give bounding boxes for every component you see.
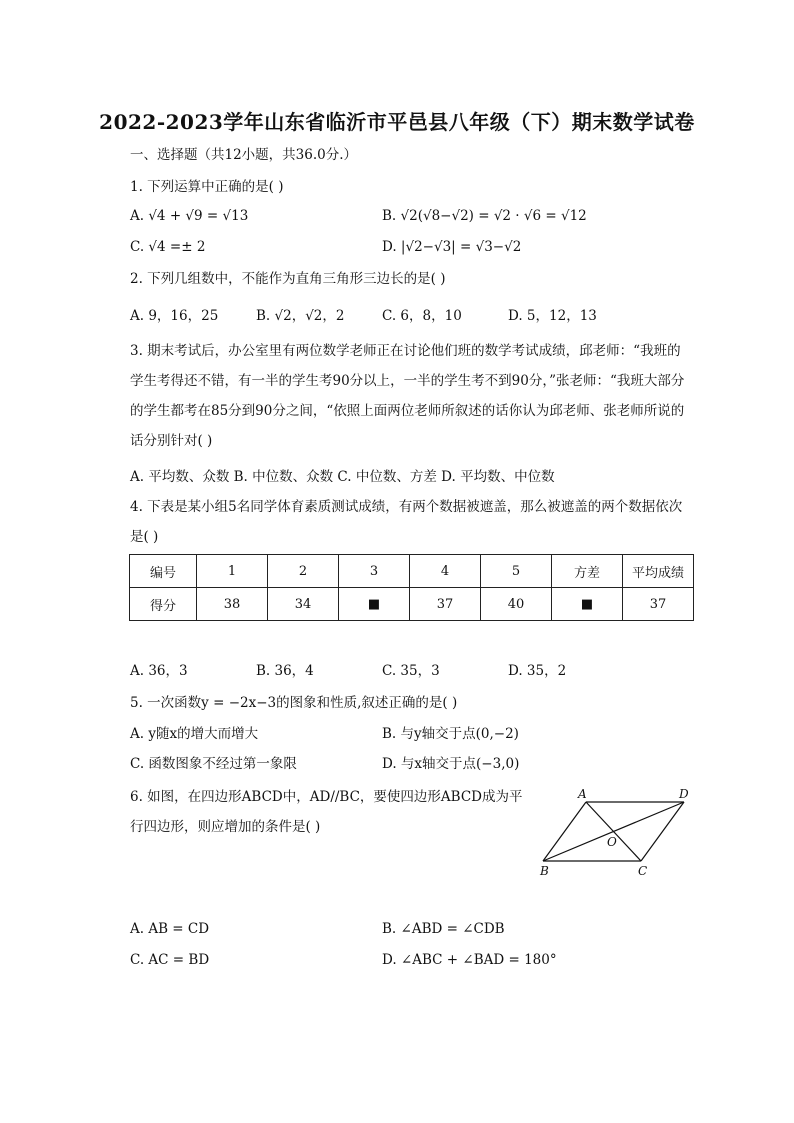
- q1-option-b: B. √2(√8−√2) = √2 · √6 = √12: [382, 208, 587, 224]
- q6-option-c: C. AC = BD: [130, 952, 210, 968]
- table-cell: ■: [339, 588, 410, 621]
- q4-option-b: B. 36，4: [256, 663, 314, 679]
- table-cell: 1: [197, 555, 268, 588]
- section-heading: 一、选择题（共12小题，共36.0分.）: [130, 147, 358, 163]
- q6-option-d: D. ∠ABC + ∠BAD = 180°: [382, 952, 557, 968]
- q2-stem: 2. 下列几组数中，不能作为直角三角形三边长的是( ): [130, 271, 446, 287]
- q6-option-a: A. AB = CD: [130, 921, 210, 937]
- q2-option-a: A. 9，16，25: [130, 308, 219, 324]
- table-cell: 34: [268, 588, 339, 621]
- figure-label-a: A: [578, 787, 587, 801]
- q5-option-c: C. 函数图象不经过第一象限: [130, 756, 297, 772]
- q3-stem: 3. 期末考试后，办公室里有两位数学老师正在讨论他们班的数学考试成绩，邱老师：“我班的学生考得还不错，有一半的学生考90分以上，一半的学生考不到90分，”张老师：“我班大部分的学生都考在85分到90分之间，“依照上面两位老师所叙述的话你认为邱老师、张老师所说的话分别针对( ): [130, 343, 685, 449]
- figure-label-c: C: [638, 864, 648, 878]
- exam-title: 2022-2023学年山东省临沂市平邑县八年级（下）期末数学试卷: [99, 110, 695, 134]
- figure-label-d: D: [679, 787, 689, 801]
- q1-option-d: D. |√2−√3| = √3−√2: [382, 239, 522, 255]
- table-cell: 4: [410, 555, 481, 588]
- q2-option-d: D. 5，12，13: [508, 308, 597, 324]
- table-cell: 5: [481, 555, 552, 588]
- q5-option-a: A. y随x的增大而增大: [130, 726, 259, 742]
- q1-stem: 1. 下列运算中正确的是( ): [130, 179, 284, 195]
- table-cell: 编号: [130, 555, 197, 588]
- q6-option-b: B. ∠ABD = ∠CDB: [382, 921, 505, 937]
- q3-options: A. 平均数、众数 B. 中位数、众数 C. 中位数、方差 D. 平均数、中位数: [130, 469, 555, 485]
- table-cell: 40: [481, 588, 552, 621]
- table-cell: 3: [339, 555, 410, 588]
- q4-option-c: C. 35，3: [382, 663, 440, 679]
- table-cell: 37: [410, 588, 481, 621]
- q1-option-a: A. √4 + √9 = √13: [130, 208, 249, 224]
- q4-option-d: D. 35，2: [508, 663, 567, 679]
- table-cell: 得分: [130, 588, 197, 621]
- q4-stem: 4. 下表是某小组5名同学体育素质测试成绩，有两个数据被遮盖，那么被遮盖的两个数据依次是( ): [130, 499, 683, 545]
- table-cell: 2: [268, 555, 339, 588]
- figure-label-o: O: [607, 835, 617, 849]
- q5-option-d: D. 与x轴交于点(−3,0): [382, 756, 520, 772]
- q2-option-c: C. 6，8，10: [382, 308, 462, 324]
- table-cell: 平均成绩: [623, 555, 694, 588]
- q6-stem-line1: 6. 如图，在四边形ABCD中，AD//BC，要使四边形ABCD成为平: [130, 789, 523, 805]
- q5-option-b: B. 与y轴交于点(0,−2): [382, 726, 519, 742]
- q6-stem-line2: 行四边形，则应增加的条件是( ): [130, 819, 321, 835]
- q5-stem: 5. 一次函数y = −2x−3的图象和性质,叙述正确的是( ): [130, 695, 458, 711]
- q1-option-c: C. √4 =± 2: [130, 239, 206, 255]
- table-cell: 37: [623, 588, 694, 621]
- table-cell: ■: [552, 588, 623, 621]
- q2-option-b: B. √2，√2，2: [256, 308, 345, 324]
- q4-option-a: A. 36，3: [130, 663, 188, 679]
- table-cell: 方差: [552, 555, 623, 588]
- figure-label-b: B: [540, 864, 549, 878]
- table-cell: 38: [197, 588, 268, 621]
